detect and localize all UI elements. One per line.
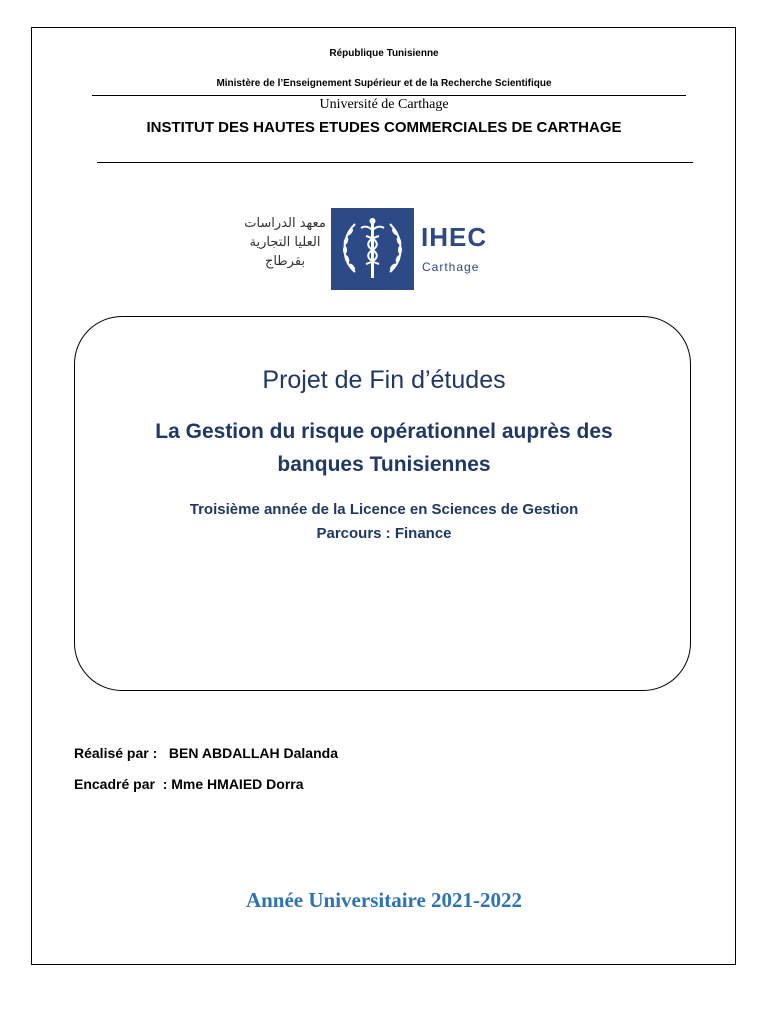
logo-name: IHEC [421,222,488,252]
ihec-logo [241,208,504,290]
subject-title-line-1: La Gestion du risque opérationnel auprès des [155,420,613,443]
academic-year: Année Universitaire 2021-2022 [245,888,523,912]
logo-arabic-line: معهد الدراسات [244,216,326,231]
institute-heading: INSTITUT DES HAUTES ETUDES COMMERCIALES DE CARTHAGE [146,119,622,136]
header-divider-bottom [97,162,693,163]
university-heading: Université de Carthage [319,97,449,112]
subject-title-line-2: banques Tunisiennes [277,453,491,476]
caduceus-wreath-icon [331,208,414,290]
logo-city: Carthage [422,260,480,274]
degree-line-2: Parcours : Finance [316,525,452,542]
ministry-heading: Ministère de l’Enseignement Supérieur et de la Recherche Scientifique [216,78,552,89]
logo-arabic-text [241,214,329,271]
header-divider-top [92,95,686,96]
project-title: Projet de Fin d’études [262,366,506,394]
republic-heading: République Tunisienne [329,48,439,59]
degree-line-1: Troisième année de la Licence en Sciences de Gestion [189,501,579,518]
logo-arabic-line: بقرطاج [264,254,306,269]
supervisor-credit: Encadré par : Mme HMAIED Dorra [74,776,304,792]
author-credit: Réalisé par : BEN ABDALLAH Dalanda [74,745,338,761]
logo-arabic-line: العليا التجارية [249,235,321,250]
